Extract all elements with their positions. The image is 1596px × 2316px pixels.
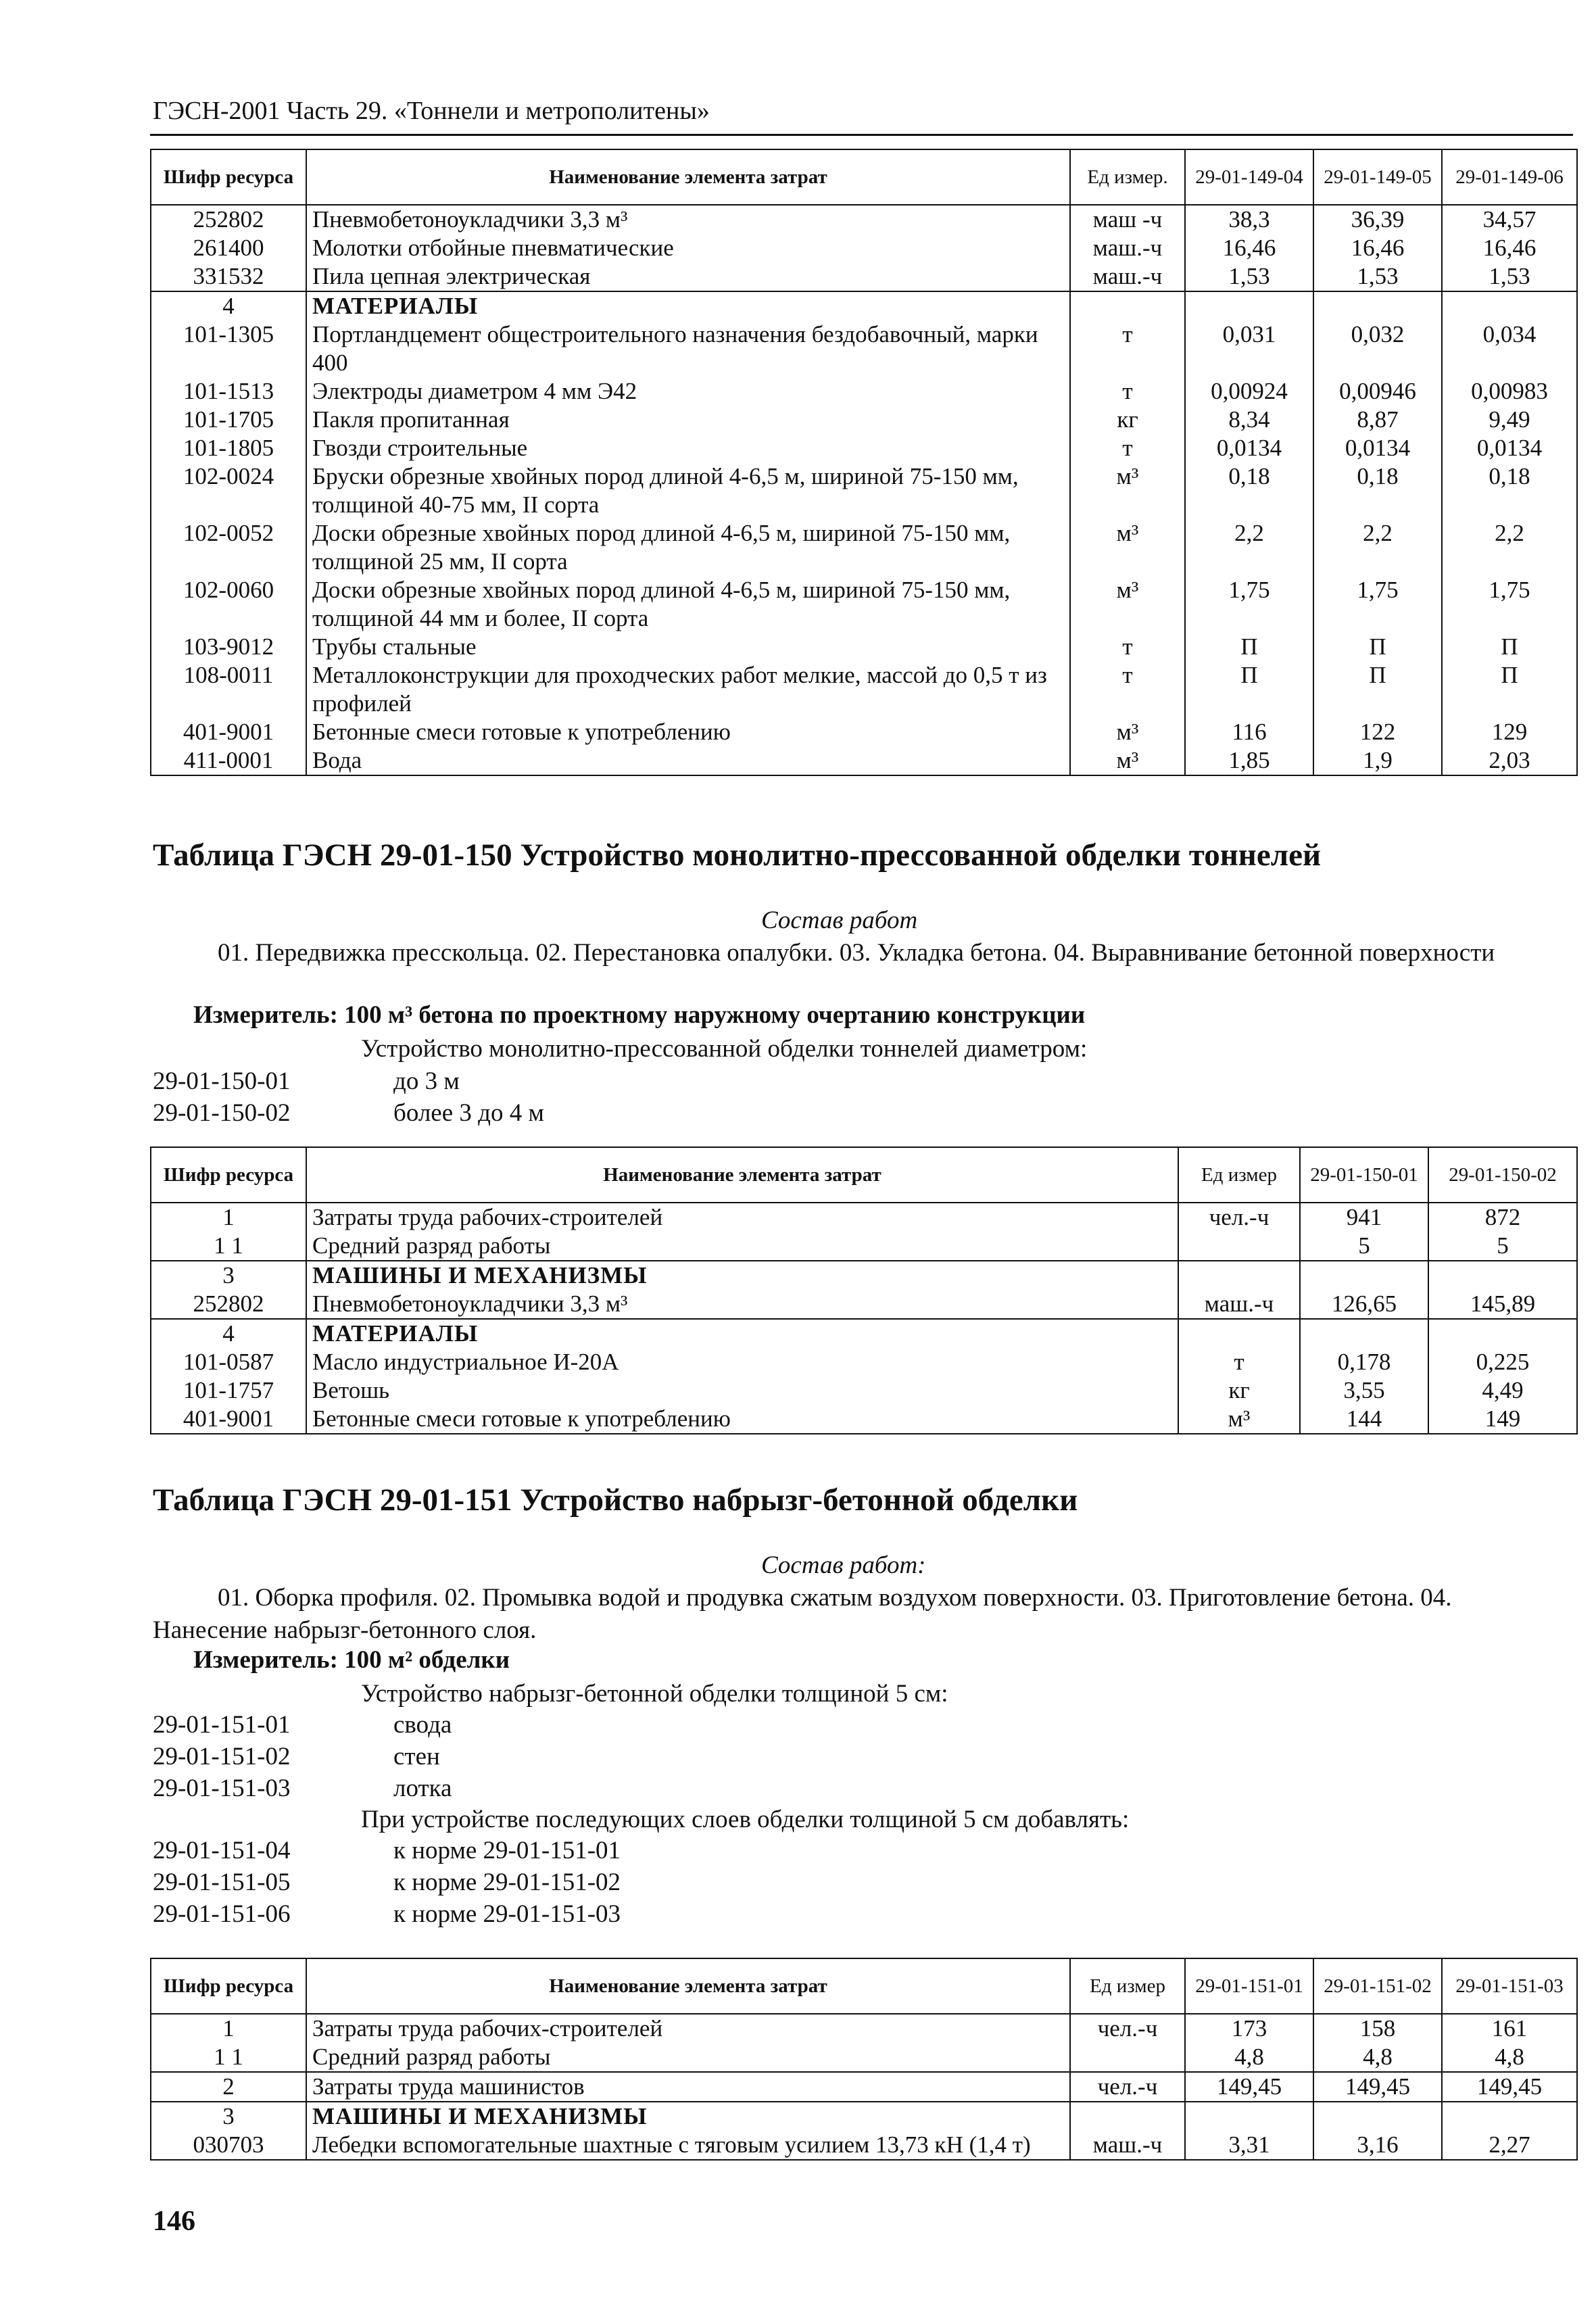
- resource-unit: м³: [1070, 519, 1185, 576]
- column-header-norm: 29-01-150-01: [1300, 1147, 1428, 1203]
- norm-value: 129: [1442, 718, 1577, 746]
- resource-unit: т: [1070, 377, 1185, 406]
- running-head: ГЭСН-2001 Часть 29. «Тоннели и метрополитены»: [153, 97, 710, 125]
- resource-name: Доски обрезные хвойных пород длиной 4-6,5 м, шириной 75-150 мм, толщиной 25 мм, II сорта: [306, 519, 1070, 576]
- norm-value: [1442, 2102, 1577, 2131]
- resource-name: Средний разряд работы: [306, 2043, 1070, 2072]
- norm-value: 126,65: [1300, 1290, 1428, 1319]
- page-number: 146: [153, 2206, 195, 2237]
- resource-code: 030703: [151, 2131, 306, 2160]
- resource-name: Ветошь: [306, 1376, 1178, 1405]
- table-151-title: Таблица ГЭСН 29-01-151 Устройство набрызг-бетонной обделки: [153, 1482, 1078, 1518]
- resource-unit: маш.-ч: [1070, 262, 1185, 291]
- column-header-name: Наименование элемента затрат: [306, 149, 1070, 205]
- norm-value: 145,89: [1428, 1290, 1577, 1319]
- variant-code: 29-01-150-02: [153, 1099, 291, 1127]
- resource-unit: кг: [1178, 1376, 1300, 1405]
- resource-code: 2: [151, 2072, 306, 2102]
- resource-name: Масло индустриальное И-20А: [306, 1348, 1178, 1376]
- resource-name: Электроды диаметром 4 мм Э42: [306, 377, 1070, 406]
- norm-value: [1428, 1319, 1577, 1348]
- resource-unit: м³: [1070, 746, 1185, 775]
- table-151-resources: [150, 1958, 1578, 2161]
- norm-value: [1313, 2102, 1442, 2131]
- norm-value: 1,75: [1442, 576, 1577, 633]
- resource-code: 1 1: [151, 2043, 306, 2072]
- norm-value: 2,2: [1185, 519, 1313, 576]
- norm-value: 2,27: [1442, 2131, 1577, 2160]
- norm-value: 3,55: [1300, 1376, 1428, 1405]
- variant-row: [153, 1742, 440, 1771]
- norm-value: 16,46: [1185, 234, 1313, 262]
- resource-code: 101-1513: [151, 377, 306, 406]
- resource-code: 1: [151, 1203, 306, 1232]
- norm-value: 4,8: [1313, 2043, 1442, 2072]
- resource-unit: т: [1178, 1348, 1300, 1376]
- resource-code: 108-0011: [151, 661, 306, 718]
- variant-description: к норме 29-01-151-01: [393, 1837, 621, 1864]
- resource-code: 102-0060: [151, 576, 306, 633]
- norm-value: 0,0134: [1185, 434, 1313, 462]
- norm-value: 0,0134: [1442, 434, 1577, 462]
- resource-unit: м³: [1178, 1405, 1300, 1434]
- variant-intro-additional: При устройстве последующих слоев обделки толщиной 5 см добавлять:: [361, 1806, 1130, 1833]
- norm-value: 36,39: [1313, 205, 1442, 234]
- norm-value: [1185, 2102, 1313, 2131]
- table-row: [151, 1290, 1577, 1319]
- table-row: [151, 1232, 1577, 1261]
- resource-name: МАТЕРИАЛЫ: [306, 291, 1070, 320]
- variant-code: 29-01-151-04: [153, 1837, 291, 1864]
- norm-value: 1,9: [1313, 746, 1442, 775]
- resource-name: Пакля пропитанная: [306, 406, 1070, 434]
- variant-description: до 3 м: [393, 1067, 460, 1095]
- resource-name: Средний разряд работы: [306, 1232, 1178, 1261]
- table-150-resources: [150, 1147, 1578, 1434]
- norm-value: 941: [1300, 1203, 1428, 1232]
- variant-description: к норме 29-01-151-02: [393, 1868, 621, 1896]
- norm-value: 149: [1428, 1405, 1577, 1434]
- table-row: [151, 576, 1577, 633]
- norm-value: 0,18: [1313, 462, 1442, 519]
- norm-value: 0,18: [1442, 462, 1577, 519]
- resource-code: 4: [151, 1319, 306, 1348]
- variant-row: [153, 1067, 460, 1096]
- norm-value: 2,2: [1313, 519, 1442, 576]
- norm-value: 144: [1300, 1405, 1428, 1434]
- resource-name: Доски обрезные хвойных пород длиной 4-6,5 м, шириной 75-150 мм, толщиной 44 мм и более, II сорта: [306, 576, 1070, 633]
- resource-unit: [1178, 1319, 1300, 1348]
- works-description: 01. Передвижка пресскольца. 02. Перестановка опалубки. 03. Укладка бетона. 04. Выравнивание бетонной поверхности: [218, 939, 1495, 967]
- variant-intro: Устройство набрызг-бетонной обделки толщиной 5 см:: [361, 1680, 948, 1708]
- norm-value: 8,87: [1313, 406, 1442, 434]
- norm-value: 4,49: [1428, 1376, 1577, 1405]
- resource-name: Металлоконструкции для проходческих работ мелкие, массой до 0,5 т из профилей: [306, 661, 1070, 718]
- column-header-norm: 29-01-149-06: [1442, 149, 1577, 205]
- norm-value: 0,031: [1185, 320, 1313, 377]
- norm-value: 149,45: [1185, 2072, 1313, 2102]
- resource-code: 102-0052: [151, 519, 306, 576]
- column-header-norm: 29-01-149-04: [1185, 149, 1313, 205]
- variant-row: [153, 1868, 621, 1897]
- resource-code: 261400: [151, 234, 306, 262]
- resource-name: Вода: [306, 746, 1070, 775]
- resource-name: МАТЕРИАЛЫ: [306, 1319, 1178, 1348]
- table-row: [151, 2072, 1577, 2102]
- norm-value: 0,00924: [1185, 377, 1313, 406]
- norm-value: [1428, 1261, 1577, 1290]
- resource-name: Портландцемент общестроительного назначения бездобавочный, марки 400: [306, 320, 1070, 377]
- works-heading: Состав работ: [761, 907, 918, 934]
- column-header-code: Шифр ресурса: [151, 149, 306, 205]
- table-row: [151, 262, 1577, 291]
- resource-unit: [1070, 2102, 1185, 2131]
- resource-code: 252802: [151, 1290, 306, 1319]
- norm-value: П: [1442, 633, 1577, 661]
- norm-value: П: [1313, 661, 1442, 718]
- section-row: [151, 1319, 1577, 1348]
- resource-unit: т: [1070, 661, 1185, 718]
- resource-unit: [1178, 1261, 1300, 1290]
- resource-unit: [1070, 291, 1185, 320]
- resource-unit: [1070, 2043, 1185, 2072]
- meter-text: Измеритель: 100 м² обделки: [193, 1646, 510, 1674]
- resource-name: Пневмобетоноукладчики 3,3 м³: [306, 205, 1070, 234]
- norm-value: 0,00946: [1313, 377, 1442, 406]
- variant-row: [153, 1710, 452, 1739]
- variant-description: стен: [393, 1743, 440, 1770]
- table-row: [151, 434, 1577, 462]
- norm-value: 2,03: [1442, 746, 1577, 775]
- variant-intro: Устройство монолитно-прессованной обделки тоннелей диаметром:: [361, 1035, 1088, 1063]
- norm-value: 3,31: [1185, 2131, 1313, 2160]
- column-header-unit: Ед измер: [1178, 1147, 1300, 1203]
- meter-150: [193, 1000, 1085, 1030]
- variant-row: [153, 1900, 621, 1929]
- norm-value: 1,75: [1185, 576, 1313, 633]
- variant-code: 29-01-151-02: [153, 1743, 291, 1770]
- resource-name: Гвозди строительные: [306, 434, 1070, 462]
- table-row: [151, 633, 1577, 661]
- norm-value: 1,53: [1442, 262, 1577, 291]
- variant-code: 29-01-151-05: [153, 1868, 291, 1896]
- norm-value: 4,8: [1185, 2043, 1313, 2072]
- meter-text: Измеритель: 100 м³ бетона по проектному наружному очертанию конструкции: [193, 1001, 1086, 1029]
- resource-name: Бруски обрезные хвойных пород длиной 4-6,5 м, шириной 75-150 мм, толщиной 40-75 мм, II сорта: [306, 462, 1070, 519]
- works-description: 01. Оборка профиля. 02. Промывка водой и продувка сжатым воздухом поверхности. 03. Приготовление бетона. 04. Нанесение набрызг-бетонного слоя.: [153, 1584, 1452, 1644]
- norm-value: 16,46: [1442, 234, 1577, 262]
- table-row: [151, 234, 1577, 262]
- resource-name: Пневмобетоноукладчики 3,3 м³: [306, 1290, 1178, 1319]
- variant-code: 29-01-151-01: [153, 1711, 291, 1739]
- norm-value: 173: [1185, 2014, 1313, 2043]
- resource-name: Молотки отбойные пневматические: [306, 234, 1070, 262]
- resource-name: МАШИНЫ И МЕХАНИЗМЫ: [306, 1261, 1178, 1290]
- variant-description: свода: [393, 1711, 452, 1739]
- resource-code: 4: [151, 291, 306, 320]
- table-row: [151, 1203, 1577, 1232]
- norm-value: 0,0134: [1313, 434, 1442, 462]
- variant-code: 29-01-151-03: [153, 1775, 291, 1802]
- resource-code: 3: [151, 1261, 306, 1290]
- norm-value: 16,46: [1313, 234, 1442, 262]
- resource-code: 411-0001: [151, 746, 306, 775]
- variant-description: более 3 до 4 м: [393, 1099, 544, 1127]
- table-row: [151, 205, 1577, 234]
- section-row: [151, 2102, 1577, 2131]
- norm-value: 161: [1442, 2014, 1577, 2043]
- norm-value: 0,032: [1313, 320, 1442, 377]
- column-header-norm: 29-01-151-03: [1442, 1958, 1577, 2014]
- resource-code: 401-9001: [151, 1405, 306, 1434]
- resource-unit: маш.-ч: [1070, 2131, 1185, 2160]
- norm-value: 5: [1300, 1232, 1428, 1261]
- resource-name: МАШИНЫ И МЕХАНИЗМЫ: [306, 2102, 1070, 2131]
- variant-row: [153, 1836, 621, 1865]
- resource-code: 101-1305: [151, 320, 306, 377]
- section-row: [151, 291, 1577, 320]
- column-header-norm: 29-01-149-05: [1313, 149, 1442, 205]
- table-row: [151, 2131, 1577, 2160]
- resource-unit: чел.-ч: [1070, 2072, 1185, 2102]
- table-row: [151, 1376, 1577, 1405]
- norm-value: [1300, 1319, 1428, 1348]
- norm-value: 38,3: [1185, 205, 1313, 234]
- resource-code: 1 1: [151, 1232, 306, 1261]
- section-row: [151, 1261, 1577, 1290]
- resource-unit: чел.-ч: [1070, 2014, 1185, 2043]
- norm-value: 4,8: [1442, 2043, 1577, 2072]
- column-header-code: Шифр ресурса: [151, 1958, 306, 2014]
- resource-name: Затраты труда рабочих-строителей: [306, 1203, 1178, 1232]
- resource-name: Трубы стальные: [306, 633, 1070, 661]
- resource-unit: кг: [1070, 406, 1185, 434]
- resource-code: 101-1805: [151, 434, 306, 462]
- header-rule: [150, 134, 1573, 136]
- table-row: [151, 519, 1577, 576]
- norm-value: 122: [1313, 718, 1442, 746]
- resource-code: 401-9001: [151, 718, 306, 746]
- resource-unit: [1178, 1232, 1300, 1261]
- norm-value: 1,85: [1185, 746, 1313, 775]
- table-row: [151, 320, 1577, 377]
- resource-name: Бетонные смеси готовые к употреблению: [306, 718, 1070, 746]
- resource-code: 102-0024: [151, 462, 306, 519]
- column-header-norm: 29-01-150-02: [1428, 1147, 1577, 1203]
- norm-value: [1185, 291, 1313, 320]
- norm-value: 0,18: [1185, 462, 1313, 519]
- meter-151: [193, 1645, 510, 1674]
- variant-row: [153, 1774, 452, 1803]
- column-header-code: Шифр ресурса: [151, 1147, 306, 1203]
- table-row: [151, 462, 1577, 519]
- variant-code: 29-01-151-06: [153, 1900, 291, 1928]
- resource-unit: маш.-ч: [1070, 234, 1185, 262]
- norm-value: 116: [1185, 718, 1313, 746]
- resource-unit: чел.-ч: [1178, 1203, 1300, 1232]
- norm-value: 1,53: [1313, 262, 1442, 291]
- resource-name: Бетонные смеси готовые к употреблению: [306, 1405, 1178, 1434]
- resource-unit: м³: [1070, 718, 1185, 746]
- column-header-norm: 29-01-151-02: [1313, 1958, 1442, 2014]
- resource-unit: т: [1070, 633, 1185, 661]
- resource-code: 3: [151, 2102, 306, 2131]
- norm-value: 158: [1313, 2014, 1442, 2043]
- table-row: [151, 1348, 1577, 1376]
- table-row: [151, 2014, 1577, 2043]
- norm-value: 34,57: [1442, 205, 1577, 234]
- table-row: [151, 377, 1577, 406]
- resource-code: 101-1705: [151, 406, 306, 434]
- column-header-name: Наименование элемента затрат: [306, 1147, 1178, 1203]
- norm-value: 0,225: [1428, 1348, 1577, 1376]
- resource-code: 1: [151, 2014, 306, 2043]
- norm-value: 1,75: [1313, 576, 1442, 633]
- table-row: [151, 1405, 1577, 1434]
- table-row: [151, 406, 1577, 434]
- resource-name: Затраты труда машинистов: [306, 2072, 1070, 2102]
- resource-unit: маш -ч: [1070, 205, 1185, 234]
- resource-code: 331532: [151, 262, 306, 291]
- norm-value: 1,53: [1185, 262, 1313, 291]
- norm-value: П: [1442, 661, 1577, 718]
- resource-unit: маш.-ч: [1178, 1290, 1300, 1319]
- norm-value: 149,45: [1442, 2072, 1577, 2102]
- norm-value: 149,45: [1313, 2072, 1442, 2102]
- norm-value: П: [1313, 633, 1442, 661]
- norm-value: 0,034: [1442, 320, 1577, 377]
- resource-name: Лебедки вспомогательные шахтные с тяговым усилием 13,73 кН (1,4 т): [306, 2131, 1070, 2160]
- table-row: [151, 746, 1577, 775]
- table-row: [151, 2043, 1577, 2072]
- variant-code: 29-01-150-01: [153, 1067, 291, 1095]
- resource-code: 103-9012: [151, 633, 306, 661]
- table-row: [151, 718, 1577, 746]
- variant-description: к норме 29-01-151-03: [393, 1900, 621, 1928]
- resource-code: 101-0587: [151, 1348, 306, 1376]
- variant-description: лотка: [393, 1775, 452, 1802]
- works-heading: Состав работ:: [761, 1551, 926, 1579]
- table-row: [151, 661, 1577, 718]
- norm-value: [1313, 291, 1442, 320]
- norm-value: 5: [1428, 1232, 1577, 1261]
- resource-name: Пила цепная электрическая: [306, 262, 1070, 291]
- column-header-norm: 29-01-151-01: [1185, 1958, 1313, 2014]
- norm-value: 872: [1428, 1203, 1577, 1232]
- column-header-name: Наименование элемента затрат: [306, 1958, 1070, 2014]
- norm-value: П: [1185, 661, 1313, 718]
- norm-value: [1442, 291, 1577, 320]
- resource-code: 252802: [151, 205, 306, 234]
- norm-value: 0,178: [1300, 1348, 1428, 1376]
- norm-value: 3,16: [1313, 2131, 1442, 2160]
- norm-value: 0,00983: [1442, 377, 1577, 406]
- table-150-title: Таблица ГЭСН 29-01-150 Устройство монолитно-прессованной обделки тоннелей: [153, 838, 1322, 873]
- table-149-resources: [150, 149, 1578, 776]
- norm-value: [1300, 1261, 1428, 1290]
- column-header-unit: Ед измер.: [1070, 149, 1185, 205]
- variant-row: [153, 1099, 544, 1128]
- norm-value: 9,49: [1442, 406, 1577, 434]
- resource-code: 101-1757: [151, 1376, 306, 1405]
- norm-value: П: [1185, 633, 1313, 661]
- column-header-unit: Ед измер: [1070, 1958, 1185, 2014]
- resource-unit: м³: [1070, 576, 1185, 633]
- resource-unit: т: [1070, 320, 1185, 377]
- norm-value: 2,2: [1442, 519, 1577, 576]
- resource-unit: т: [1070, 434, 1185, 462]
- norm-value: 8,34: [1185, 406, 1313, 434]
- resource-name: Затраты труда рабочих-строителей: [306, 2014, 1070, 2043]
- resource-unit: м³: [1070, 462, 1185, 519]
